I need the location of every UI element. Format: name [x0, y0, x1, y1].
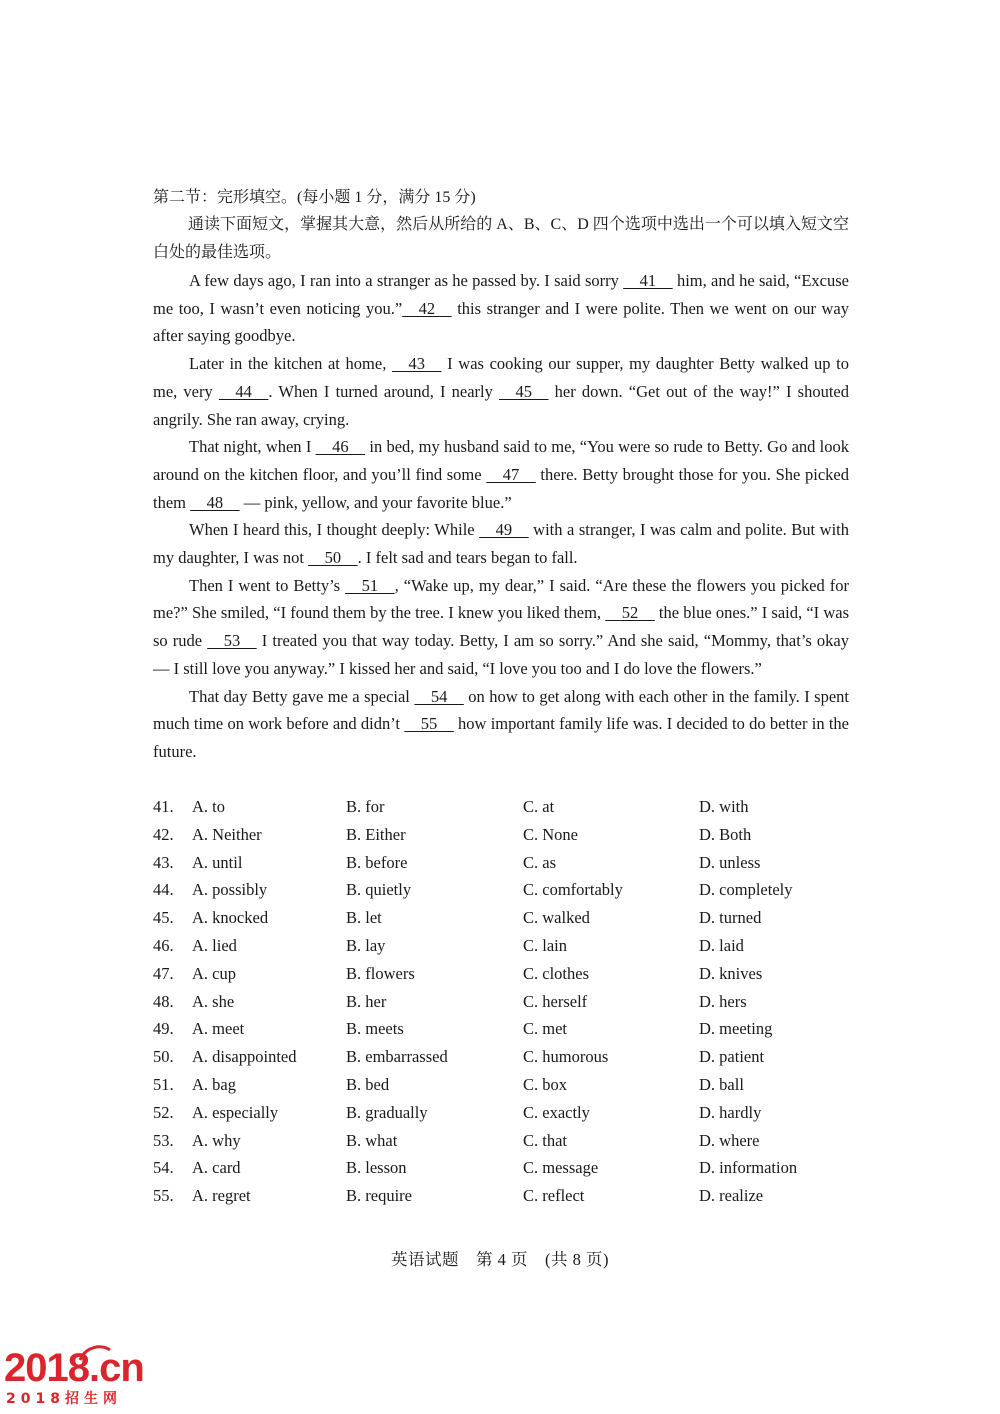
question-48-options	[153, 988, 853, 1016]
cloze-passage	[153, 267, 849, 766]
option-a: A. Neither	[192, 824, 262, 844]
option-b: B. her	[346, 991, 387, 1011]
question-number: 54.	[153, 1158, 174, 1178]
question-number: 41.	[153, 797, 174, 816]
option-a: A. possibly	[192, 880, 268, 900]
page-footer: 英语试题 第 4 页 (共 8 页)	[391, 1250, 609, 1269]
option-b: B. lay	[346, 935, 386, 955]
passage-text: I was cooking our supper, my daughter Betty walked up to me, very	[153, 354, 849, 401]
option-a: A. lied	[192, 935, 237, 955]
option-b: B. quietly	[346, 880, 412, 900]
question-number: 43.	[153, 852, 174, 872]
option-c: C. at	[523, 797, 555, 816]
question-number: 51.	[153, 1074, 174, 1094]
option-d: D. meeting	[699, 1019, 773, 1039]
blank-42: 42	[402, 298, 452, 318]
option-b: B. flowers	[346, 963, 415, 983]
blank-45: 45	[499, 381, 549, 401]
question-46-options	[153, 932, 853, 960]
option-c: C. lain	[523, 935, 567, 955]
option-b: B. require	[346, 1186, 412, 1206]
passage-text: . I felt sad and tears began to fall.	[357, 548, 578, 568]
question-number: 45.	[153, 908, 174, 928]
question-number: 52.	[153, 1102, 174, 1122]
blank-47: 47	[486, 464, 536, 484]
option-a: A. disappointed	[192, 1047, 297, 1067]
passage-text: how important family life was. I decided to do better in the future.	[153, 714, 849, 761]
question-number: 47.	[153, 963, 174, 983]
passage-text: him, and he said, “Excuse me too, I wasn’t even noticing you.”	[153, 271, 849, 318]
option-d: D. where	[699, 1130, 760, 1150]
passage-text: Later in the kitchen at home,	[189, 354, 392, 374]
option-d: D. Both	[699, 824, 752, 844]
watermark-sub-text: 2018招生网	[6, 1391, 122, 1407]
passage-text: in bed, my husband said to me, “You were so rude to Betty. Go and look around on the kitchen floor, and you’ll find some	[153, 437, 850, 484]
option-b: B. let	[346, 908, 382, 928]
question-number: 42.	[153, 824, 174, 844]
question-number: 49.	[153, 1019, 174, 1039]
blank-55: 55	[404, 714, 454, 734]
passage-text: on how to get along with each other in the family. I spent much time on work before and didn’t	[153, 686, 849, 734]
passage-text: with a stranger, I was calm and polite. But with my daughter, I was not	[153, 520, 849, 568]
option-a: A. cup	[192, 963, 236, 983]
blank-44: 44	[218, 381, 269, 401]
passage-paragraph	[153, 433, 849, 516]
passage-text: this stranger and I were polite. Then we went on our way after saying goodbye.	[153, 298, 849, 346]
question-50-options	[153, 1043, 853, 1071]
option-c: C. that	[523, 1130, 567, 1150]
option-a: A. to	[192, 797, 225, 816]
answer-options	[153, 793, 853, 1210]
question-54-options	[153, 1154, 853, 1182]
option-b: B. lesson	[346, 1158, 407, 1178]
option-d: D. hers	[699, 991, 747, 1011]
passage-text: A few days ago, I ran into a stranger as he passed by. I said sorry	[189, 271, 624, 290]
passage-text: That night, when I	[189, 437, 316, 457]
passage-paragraph	[153, 267, 849, 350]
option-d: D. knives	[699, 963, 763, 983]
blank-48: 48	[190, 492, 240, 512]
option-c: C. humorous	[523, 1047, 609, 1067]
option-c: C. met	[523, 1019, 567, 1039]
passage-paragraph	[153, 572, 849, 683]
passage-text: . When I turned around, I nearly	[268, 381, 499, 401]
option-a: A. meet	[192, 1019, 245, 1039]
option-b: B. gradually	[346, 1102, 428, 1122]
option-d: D. unless	[699, 852, 761, 872]
question-49-options	[153, 1015, 853, 1043]
blank-49: 49	[479, 520, 529, 540]
question-number: 55.	[153, 1186, 174, 1206]
option-a: A. she	[192, 991, 235, 1011]
option-b: B. embarrassed	[346, 1047, 448, 1067]
option-b: B. for	[346, 797, 385, 816]
passage-text: I treated you that way today. Betty, I am so sorry.” And she said, “Mommy, that’s okay — I still love you anyway.” I kissed her and said, “I love you too and I do love the flowers.”	[153, 631, 849, 678]
question-51-options	[153, 1071, 853, 1099]
option-b: B. before	[346, 852, 408, 872]
option-d: D. ball	[699, 1074, 744, 1094]
option-b: B. meets	[346, 1019, 404, 1039]
option-c: C. comfortably	[523, 880, 623, 900]
option-c: C. clothes	[523, 963, 589, 983]
option-d: D. patient	[699, 1047, 765, 1067]
option-b: B. Either	[346, 824, 406, 844]
passage-paragraph	[153, 683, 849, 766]
option-a: A. until	[192, 852, 243, 872]
option-c: C. reflect	[523, 1186, 585, 1206]
option-c: C. box	[523, 1074, 568, 1094]
option-c: C. walked	[523, 908, 590, 928]
passage-text: That day Betty gave me a special	[189, 686, 415, 706]
option-a: A. regret	[192, 1186, 251, 1206]
blank-41: 41	[623, 271, 673, 290]
section-title: 第二节：完形填空。(每小题 1 分，满分 15 分)	[153, 189, 476, 206]
option-d: D. completely	[699, 880, 793, 900]
option-d: D. with	[699, 797, 749, 816]
question-number: 48.	[153, 991, 174, 1011]
option-b: B. what	[346, 1130, 398, 1150]
question-53-options	[153, 1127, 853, 1155]
option-c: C. as	[523, 852, 556, 872]
option-d: D. information	[699, 1158, 798, 1178]
passage-text: Then I went to Betty’s	[189, 575, 346, 595]
blank-54: 54	[414, 686, 464, 706]
option-a: A. why	[192, 1130, 241, 1150]
blank-51: 51	[345, 575, 395, 595]
option-d: D. hardly	[699, 1102, 762, 1122]
question-43-options	[153, 849, 853, 877]
blank-52: 52	[605, 603, 655, 623]
watermark-main-text: 2018.cn	[4, 1346, 144, 1390]
passage-paragraph	[153, 350, 849, 433]
passage-text: the blue ones.” I said, “I was so rude	[153, 603, 849, 651]
option-a: A. especially	[192, 1102, 279, 1122]
passage-text: her down. “Get out of the way!” I shouted angrily. She ran away, crying.	[153, 381, 849, 429]
question-number: 53.	[153, 1130, 174, 1150]
instructions: 通读下面短文，掌握其大意，然后从所给的 A、B、C、D 四个选项中选出一个可以填入短文空白处的最佳选项。	[153, 216, 849, 261]
passage-text: there. Betty brought those for you. She picked them	[153, 464, 849, 512]
question-47-options	[153, 960, 853, 988]
question-41-options	[153, 793, 853, 821]
option-d: D. realize	[699, 1186, 764, 1206]
option-d: D. laid	[699, 935, 744, 955]
option-a: A. card	[192, 1158, 241, 1178]
question-45-options	[153, 904, 853, 932]
question-number: 44.	[153, 880, 174, 900]
option-a: A. bag	[192, 1074, 236, 1094]
blank-50: 50	[308, 548, 358, 568]
question-number: 46.	[153, 935, 174, 955]
passage-text: When I heard this, I thought deeply: While	[189, 520, 480, 540]
option-c: C. exactly	[523, 1102, 590, 1122]
passage-paragraph	[153, 516, 849, 571]
question-number: 50.	[153, 1047, 174, 1067]
option-d: D. turned	[699, 908, 762, 928]
blank-43: 43	[391, 354, 442, 374]
question-55-options	[153, 1182, 853, 1210]
option-c: C. message	[523, 1158, 599, 1178]
passage-text: — pink, yellow, and your favorite blue.”	[239, 492, 512, 512]
option-c: C. None	[523, 824, 578, 844]
blank-46: 46	[315, 437, 366, 457]
option-a: A. knocked	[192, 908, 269, 928]
site-watermark-logo	[4, 1344, 164, 1412]
option-b: B. bed	[346, 1074, 390, 1094]
blank-53: 53	[207, 631, 257, 651]
question-44-options	[153, 876, 853, 904]
passage-text: , “Wake up, my dear,” I said. “Are these the flowers you picked for me?” She smiled, “I found them by the tree. I knew you liked them,	[153, 575, 849, 623]
question-42-options	[153, 821, 853, 849]
question-52-options	[153, 1099, 853, 1127]
option-c: C. herself	[523, 991, 588, 1011]
